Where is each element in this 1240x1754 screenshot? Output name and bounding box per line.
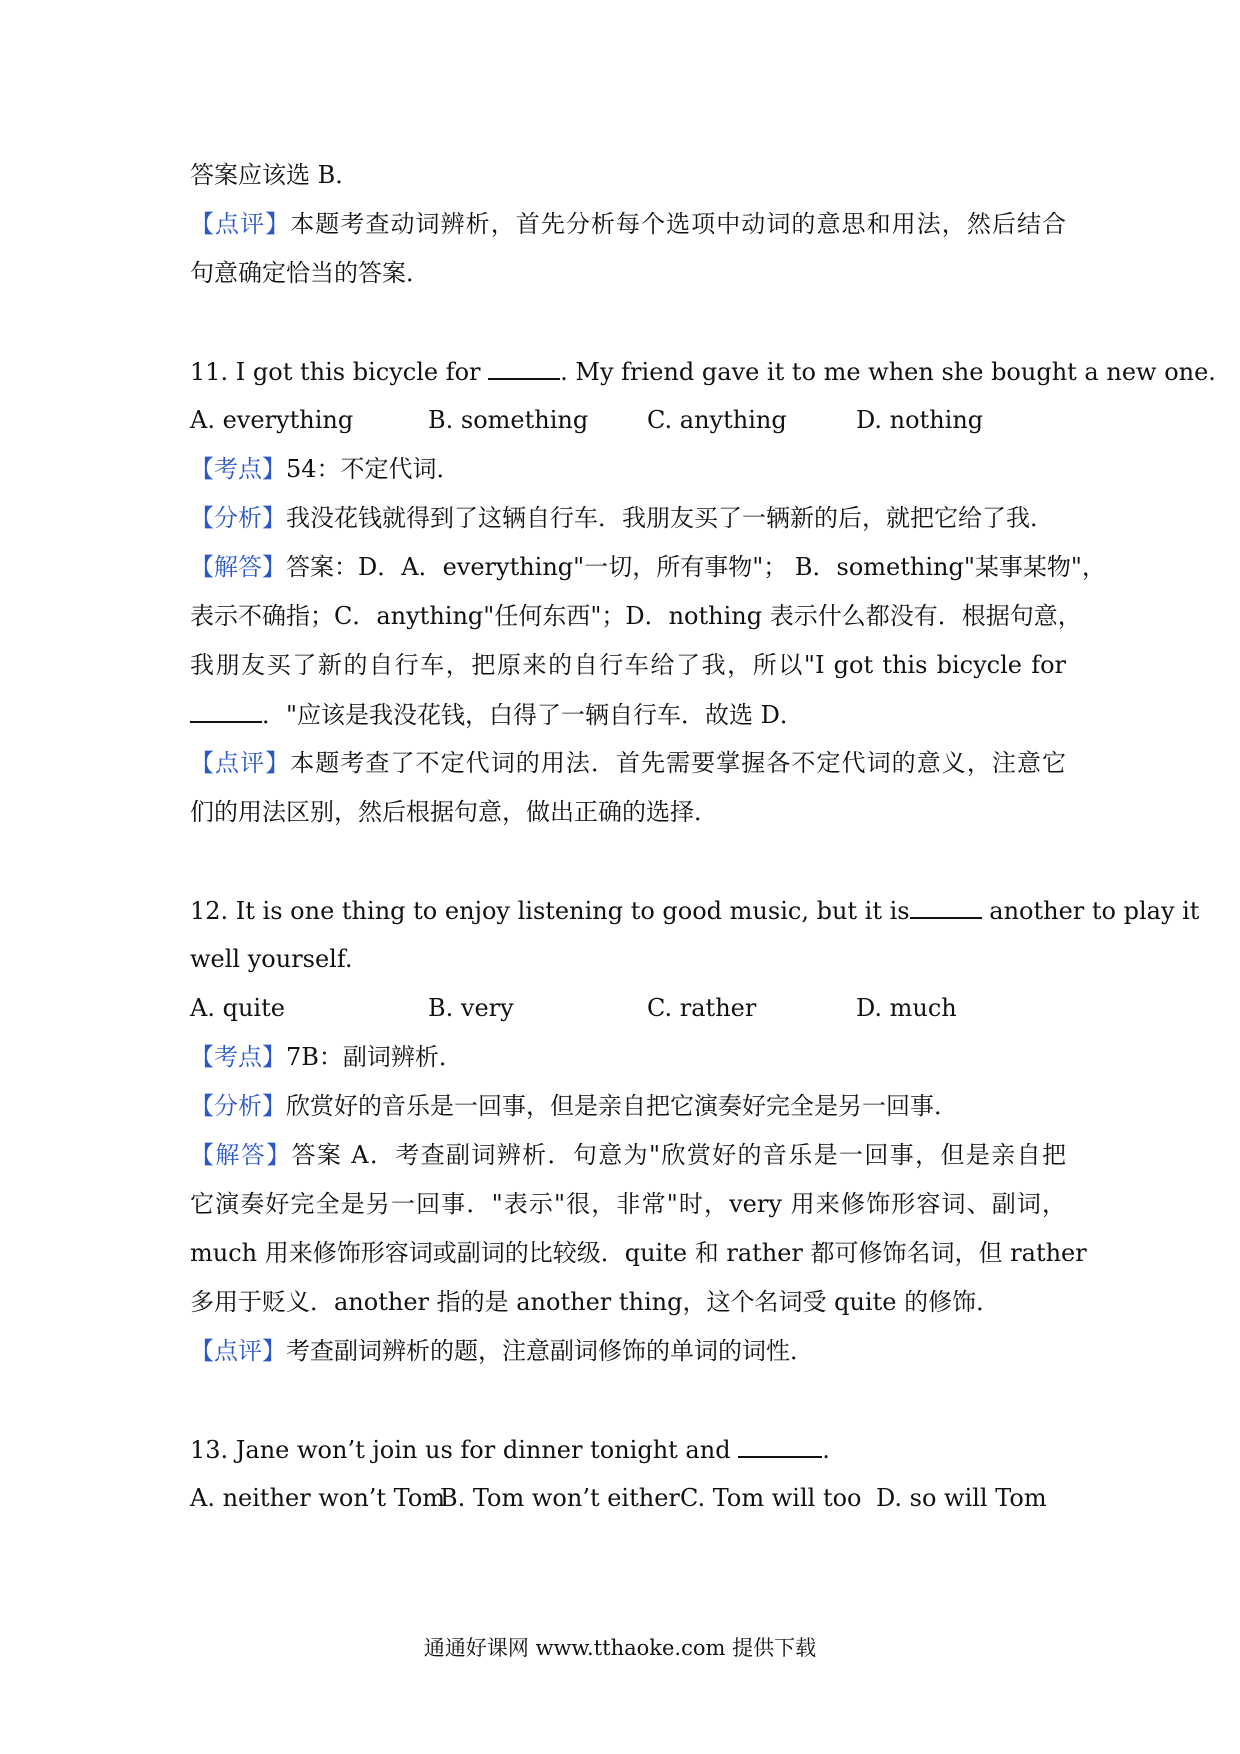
q13-option-c: C. Tom will too bbox=[680, 1484, 862, 1512]
prev-comment-line-1: 【点评】本题考查动词辨析，首先分析每个选项中动词的意思和用法，然后结合 bbox=[190, 210, 1067, 238]
q11-dianping-line-1: 【点评】本题考查了不定代词的用法．首先需要掌握各不定代词的意义，注意它 bbox=[190, 749, 1067, 777]
q11-option-d: D. nothing bbox=[856, 406, 984, 434]
q12-option-b: B. very bbox=[428, 994, 514, 1022]
q11-jieda-line-1: 【解答】答案：D．A．everything"一切，所有事物"； B．something"某事某物"， bbox=[190, 553, 1106, 581]
kaodian-tag: 【考点】 bbox=[190, 455, 286, 483]
comment-tag: 【点评】 bbox=[190, 210, 291, 238]
q12-option-c: C. rather bbox=[647, 994, 757, 1022]
kaodian-tag: 【考点】 bbox=[190, 1043, 286, 1071]
answer-blank bbox=[190, 699, 262, 723]
q12-kaodian: 【考点】7B：副词辨析． bbox=[190, 1043, 463, 1071]
q12-jieda-line-4: 多用于贬义．another 指的是 another thing，这个名词受 quite 的修饰． bbox=[190, 1288, 1001, 1316]
q12-stem-line-2: well yourself. bbox=[190, 945, 353, 973]
q12-option-a: A. quite bbox=[190, 994, 285, 1022]
q11-fenxi: 【分析】我没花钱就得到了这辆自行车．我朋友买了一辆新的后，就把它给了我． bbox=[190, 504, 1054, 532]
page-footer: 通通好课网 www.tthaoke.com 提供下载 bbox=[423, 1636, 817, 1660]
q12-jieda-line-2: 它演奏好完全是另一回事．"表示"很，非常"时，very 用来修饰形容词、副词， bbox=[190, 1190, 1066, 1218]
q12-dianping: 【点评】考查副词辨析的题，注意副词修饰的单词的词性． bbox=[190, 1337, 814, 1365]
q13-option-d: D. so will Tom bbox=[876, 1484, 1047, 1512]
q11-option-a: A. everything bbox=[190, 406, 354, 434]
q12-jieda-line-3: much 用来修饰形容词或副词的比较级．quite 和 rather 都可修饰名词，但 rather bbox=[190, 1239, 1087, 1267]
q13-option-b: B. Tom won’t either bbox=[440, 1484, 680, 1512]
q13-stem: 13. Jane won’t join us for dinner tonight and . bbox=[190, 1436, 830, 1464]
q11-stem: 11. I got this bicycle for . My friend gave it to me when she bought a new one. bbox=[190, 358, 1216, 386]
q12-fenxi: 【分析】欣赏好的音乐是一回事，但是亲自把它演奏好完全是另一回事． bbox=[190, 1092, 958, 1120]
q12-jieda-line-1: 【解答】答案 A．考查副词辨析．句意为"欣赏好的音乐是一回事，但是亲自把 bbox=[190, 1141, 1067, 1169]
jieda-tag: 【解答】 bbox=[190, 1141, 292, 1169]
answer-blank bbox=[910, 895, 982, 919]
fenxi-tag: 【分析】 bbox=[190, 504, 286, 532]
fenxi-tag: 【分析】 bbox=[190, 1092, 286, 1120]
q13-option-a: A. neither won’t Tom bbox=[190, 1484, 446, 1512]
answer-blank bbox=[738, 1434, 822, 1458]
answer-blank bbox=[488, 356, 560, 380]
q11-jieda-line-2: 表示不确指；C．anything"任何东西"；D．nothing 表示什么都没有．根据句意， bbox=[190, 602, 1082, 630]
q11-jieda-line-4: ．"应该是我没花钱，白得了一辆自行车．故选 D． bbox=[190, 699, 1066, 730]
prev-comment-line-2: 句意确定恰当的答案． bbox=[190, 259, 430, 287]
q11-option-c: C. anything bbox=[647, 406, 787, 434]
q11-jieda-line-3: 我朋友买了新的自行车，把原来的自行车给了我，所以"I got this bicycle for bbox=[190, 651, 1066, 679]
dianping-tag: 【点评】 bbox=[190, 1337, 286, 1365]
q12-option-d: D. much bbox=[856, 994, 957, 1022]
jieda-tag: 【解答】 bbox=[190, 553, 286, 581]
q11-option-b: B. something bbox=[428, 406, 589, 434]
q11-kaodian: 【考点】54：不定代词． bbox=[190, 455, 461, 483]
prev-answer-line: 答案应该选 B． bbox=[190, 161, 360, 189]
q11-dianping-line-2: 们的用法区别，然后根据句意，做出正确的选择． bbox=[190, 798, 718, 826]
dianping-tag: 【点评】 bbox=[190, 749, 291, 777]
q12-stem-line-1: 12. It is one thing to enjoy listening to good music, but it is another to play it bbox=[190, 897, 1200, 925]
